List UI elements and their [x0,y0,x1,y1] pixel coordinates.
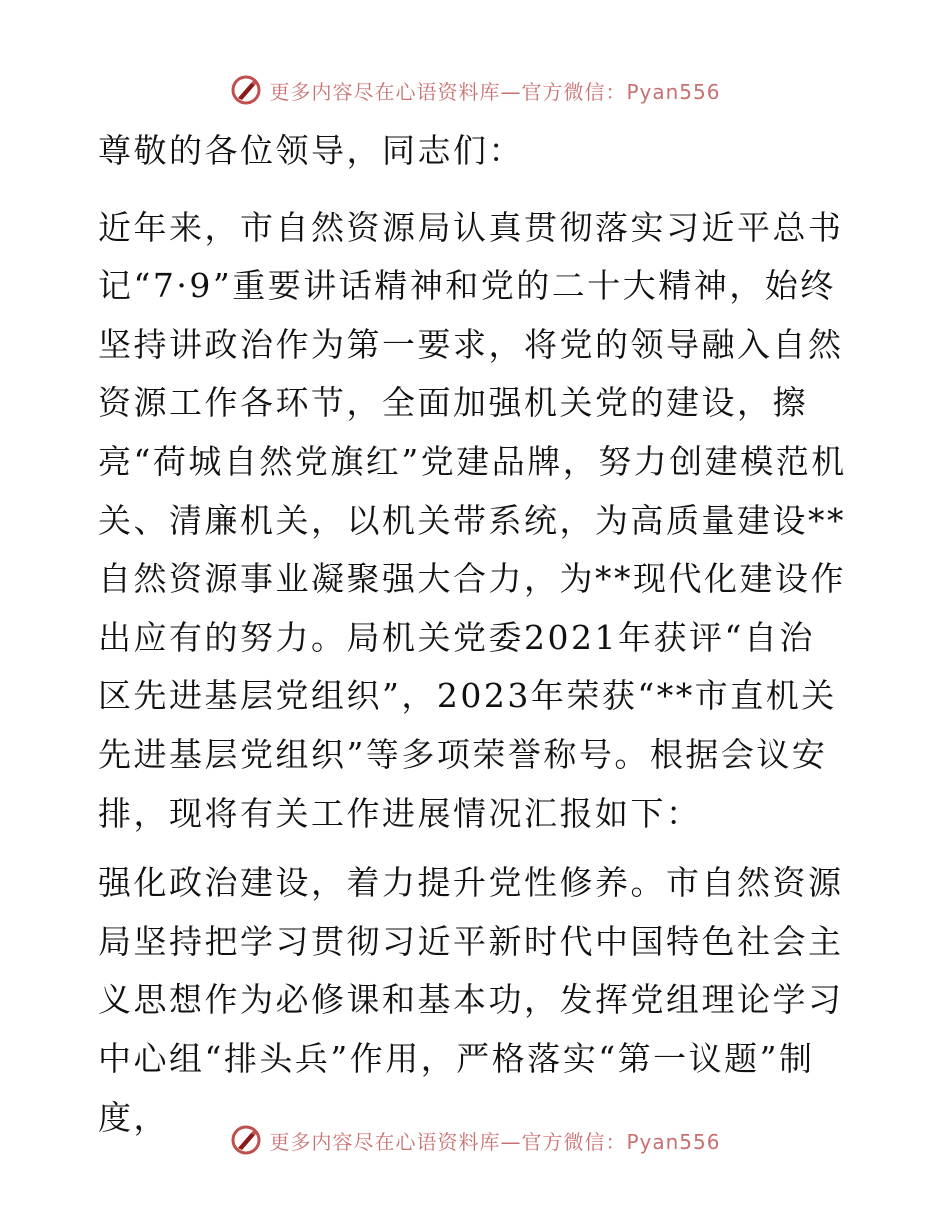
watermark-text: 更多内容尽在心语资料库—官方微信：Pyan556 [269,1129,721,1154]
pen-nib-circle-icon [229,1123,263,1157]
body-paragraph-2: 强化政治建设，着力提升党性修养。市自然资源局坚持把学习贯彻习近平新时代中国特色社会主义思想作为必修课和基本功，发挥党组理论学习中心组“排头兵”作用，严格落实“第一议题”制度， [98,863,844,1137]
pen-nib-circle-icon [229,73,263,107]
body-paragraph-1: 近年来，市自然资源局认真贯彻落实习近平总书记“7·9”重要讲话精神和党的二十大精神，始终坚持讲政治作为第一要求，将党的领导融入自然资源工作各环节，全面加强机关党的建设，擦亮“荷城自然党旗红”党建品牌，努力创建模范机关、清廉机关，以机关带系统，为高质量建设**自然资源事业凝聚强大合力，为**现代化建设作出应有的努力。局机关党委2021年获评“自治区先进基层党组织”，2023年荣获“**市直机关先进基层党组织”等多项荣誉称号。根据会议安排，现将有关工作进展情况汇报如下： [98,207,847,833]
document-body [98,122,850,1158]
footer-watermark [0,1120,950,1160]
watermark-text: 更多内容尽在心语资料库—官方微信：Pyan556 [269,79,721,104]
header-watermark [0,70,950,110]
greeting-line: 尊敬的各位领导，同志们： [98,131,524,170]
